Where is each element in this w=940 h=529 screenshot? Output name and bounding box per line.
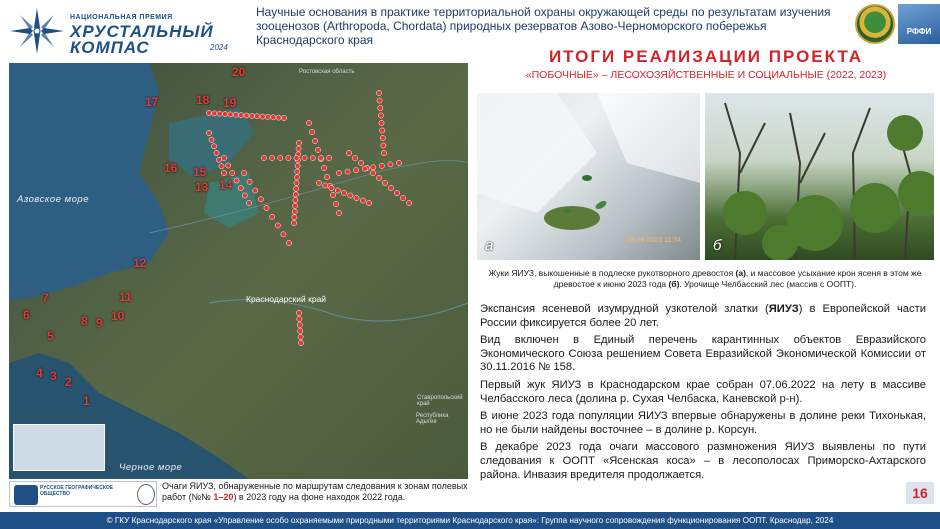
- outbreak-point: [247, 179, 252, 184]
- outbreak-point: [377, 98, 382, 103]
- prize-name-line2: КОМПАС: [70, 38, 150, 57]
- outbreak-point: [233, 112, 238, 117]
- outbreak-point: [315, 147, 320, 152]
- partner-logos: [9, 481, 157, 507]
- paragraph-december-2023: В декабре 2023 года очаги массового размножения ЯИУЗ выявлены по пути следования к ООПТ «Ясенская коса» – в лесополосах Приморско-Ахтарского района. Инвазия вредителя продолжается.: [480, 441, 926, 481]
- outbreak-point: [217, 111, 222, 116]
- outbreak-point: [354, 168, 359, 173]
- outbreak-point: [360, 198, 365, 203]
- outbreak-point: [336, 170, 341, 175]
- photo-caption-part1: Жуки ЯИУЗ, выкошенные в подлеске рукотворного древостоя: [488, 268, 736, 278]
- region-label-rostov: Ростовская область: [299, 69, 355, 75]
- outbreak-point: [297, 316, 302, 321]
- route-number-14: 14: [219, 178, 233, 192]
- route-number-7: 7: [42, 291, 49, 305]
- outbreak-point: [302, 155, 307, 160]
- body-text: [480, 303, 926, 486]
- p1-a: Экспансия ясеневой изумрудной узкотелой златки (: [480, 303, 769, 315]
- outbreak-point: [281, 232, 286, 237]
- paragraph-expansion: [480, 303, 926, 330]
- route-number-10: 10: [111, 309, 125, 323]
- outbreak-point: [294, 175, 299, 180]
- outbreak-point: [265, 114, 270, 119]
- satellite-map: [9, 63, 468, 479]
- outbreak-point: [335, 188, 340, 193]
- outbreak-point: [242, 193, 247, 198]
- outbreak-point: [261, 155, 266, 160]
- p1-c: ) в Европейской части России фиксируется более 20 лет.: [480, 303, 926, 329]
- outbreak-point: [388, 162, 393, 167]
- outbreak-point: [276, 115, 281, 120]
- outbreak-point: [376, 175, 381, 180]
- outbreak-point: [275, 223, 280, 228]
- outbreak-point: [362, 166, 367, 171]
- outbreak-point: [295, 163, 300, 168]
- map-caption: [162, 481, 474, 503]
- organization-emblem-icon: [855, 4, 895, 44]
- outbreak-point: [336, 210, 341, 215]
- outbreak-point: [294, 186, 299, 191]
- outbreak-point: [306, 120, 311, 125]
- outbreak-point: [223, 112, 228, 117]
- photo-timestamp: 28.06.2023 11:34: [627, 237, 681, 244]
- outbreak-point: [219, 164, 224, 169]
- outbreak-point: [388, 185, 393, 190]
- route-number-17: 17: [145, 95, 159, 109]
- outbreak-point: [296, 146, 301, 151]
- outbreak-point: [380, 135, 385, 140]
- paragraph-june-2023: В июне 2023 года популяции ЯИУЗ впервые обнаружены в долине реки Тихонькая, но не были найдены восточнее – в долине р. Корсун.: [480, 410, 926, 436]
- photo-caption: [480, 268, 930, 290]
- rgo-label: РУССКОЕ ГЕОГРАФИЧЕСКОЕ ОБЩЕСТВО: [40, 485, 114, 497]
- photo-beetles: [477, 93, 700, 260]
- photo-ash-trees-art: [705, 93, 934, 260]
- outbreak-point: [253, 188, 258, 193]
- photo-caption-b: (б): [668, 279, 680, 289]
- outbreak-point: [318, 155, 323, 160]
- outbreak-point: [382, 180, 387, 185]
- compass-rose-icon: [8, 6, 66, 56]
- prize-name-line1: ХРУСТАЛЬНЫЙ: [70, 22, 214, 41]
- outbreak-point: [230, 170, 235, 175]
- outbreak-point: [294, 180, 299, 185]
- outbreak-point: [346, 150, 351, 155]
- outbreak-point: [324, 174, 329, 179]
- outbreak-point: [286, 240, 291, 245]
- outbreak-point: [298, 334, 303, 339]
- outbreak-point: [264, 205, 269, 210]
- rgo-emblem-icon: [14, 485, 38, 505]
- outbreak-point: [378, 105, 383, 110]
- overview-inset-map: [13, 424, 105, 471]
- outbreak-point: [241, 170, 246, 175]
- outbreak-point: [378, 113, 383, 118]
- route-number-13: 13: [195, 180, 209, 194]
- outbreak-point: [366, 200, 371, 205]
- outbreak-point: [326, 155, 331, 160]
- outbreak-point: [379, 163, 384, 168]
- outbreak-point: [312, 138, 317, 143]
- route-number-18: 18: [196, 93, 210, 107]
- photo-caption-part3: . Урочище Челбасский лес (массив с ООПТ).: [679, 279, 857, 289]
- route-number-11: 11: [119, 290, 132, 304]
- outbreak-point: [293, 198, 298, 203]
- outbreak-point: [255, 114, 260, 119]
- outbreak-point: [380, 128, 385, 133]
- outbreak-point: [296, 140, 301, 145]
- outbreak-point: [400, 195, 405, 200]
- footer: © ГКУ Краснодарского края «Управление особо охраняемыми природными территориями Краснодарского края»: Группа научного сопровождения функционирования ООПТ. Краснодар, 2024: [0, 512, 940, 529]
- outbreak-point: [296, 310, 301, 315]
- outbreak-point: [345, 169, 350, 174]
- photo-caption-a: (а): [735, 268, 746, 278]
- outbreak-point: [354, 195, 359, 200]
- outbreak-point: [292, 215, 297, 220]
- outbreak-point: [211, 144, 216, 149]
- outbreak-point: [316, 180, 321, 185]
- paragraph-first-find: Первый жук ЯИУЗ в Краснодарском крае собран 07.06.2022 на лету в массиве Челбасского леса (долина р. Сухая Челбаска, Каневской р-н).: [480, 378, 926, 405]
- outbreak-point: [234, 178, 239, 183]
- outbreak-point: [293, 192, 298, 197]
- outbreak-point: [270, 155, 275, 160]
- project-subtitle: «ПОБОЧНЫЕ» – ЛЕСОХОЗЯЙСТВЕННЫЕ И СОЦИАЛЬНЫЕ (2022, 2023): [525, 69, 887, 81]
- outbreak-point: [206, 130, 211, 135]
- outbreak-point: [329, 185, 334, 190]
- outbreak-point: [371, 165, 376, 170]
- route-number-9: 9: [96, 316, 103, 330]
- region-label-adygea: Республика Адыгея: [416, 413, 449, 425]
- outbreak-point: [228, 112, 233, 117]
- outbreak-point: [293, 203, 298, 208]
- route-number-1: 1: [83, 394, 90, 408]
- prize-name: [70, 24, 214, 56]
- prize-year: 2024: [210, 43, 228, 52]
- photo-label-a: а: [485, 237, 494, 254]
- outbreak-point: [321, 165, 326, 170]
- outbreak-point: [239, 113, 244, 118]
- p1-abbrev: ЯИУЗ: [768, 303, 799, 315]
- outbreak-point: [309, 129, 314, 134]
- photo-beetles-art: [477, 93, 700, 260]
- page-number: 16: [906, 482, 934, 504]
- outbreak-point: [333, 201, 338, 206]
- outbreak-points: [9, 63, 468, 479]
- outbreak-point: [396, 160, 401, 165]
- outbreak-point: [352, 155, 357, 160]
- prize-label: НАЦИОНАЛЬНАЯ ПРЕМИЯ: [70, 14, 173, 21]
- region-label: Краснодарский край: [246, 294, 327, 304]
- rffi-logo: РФФИ: [898, 4, 940, 44]
- khrustalny-kompas-logo: [6, 4, 242, 58]
- route-number-15: 15: [193, 165, 207, 179]
- outbreak-point: [297, 322, 302, 327]
- outbreak-point: [406, 200, 411, 205]
- outbreak-point: [298, 328, 303, 333]
- route-number-2: 2: [65, 375, 72, 389]
- photo-ash-trees: [705, 93, 934, 260]
- outbreak-point: [323, 183, 328, 188]
- outbreak-point: [292, 209, 297, 214]
- outbreak-point: [209, 137, 214, 142]
- outbreak-point: [278, 155, 283, 160]
- map-caption-suffix: ) в 2023 году на фоне находок 2022 года.: [233, 492, 406, 502]
- outbreak-point: [310, 155, 315, 160]
- route-number-3: 3: [50, 369, 57, 383]
- outbreak-point: [394, 190, 399, 195]
- route-number-6: 6: [23, 308, 30, 322]
- beetle-emblem-icon: [137, 484, 155, 505]
- route-number-20: 20: [232, 65, 246, 79]
- outbreak-point: [286, 155, 291, 160]
- outbreak-point: [348, 193, 353, 198]
- outbreak-point: [341, 190, 346, 195]
- outbreak-point: [216, 157, 221, 162]
- photo-caption-part2: , и массовое усыхание крон ясеня в этом же древостое к июню 2023 года: [553, 268, 922, 289]
- route-number-4: 4: [36, 366, 43, 380]
- paragraph-quarantine: Вид включен в Единый перечень карантинных объектов Евразийского Экономического Союза решением Совета Евразийской Экономической Комиссии от 30.11.2016 № 158.: [480, 334, 926, 374]
- outbreak-point: [214, 150, 219, 155]
- outbreak-point: [281, 115, 286, 120]
- map-caption-highlight: 1–20: [213, 492, 234, 502]
- outbreak-point: [226, 163, 231, 168]
- outbreak-point: [330, 192, 335, 197]
- route-number-19: 19: [223, 96, 237, 110]
- map-caption-prefix: Очаги ЯИУЗ, обнаруженные по маршрутам следования к зонам полевых работ (№№: [162, 481, 468, 502]
- route-number-8: 8: [81, 314, 88, 328]
- outbreak-point: [258, 197, 263, 202]
- route-number-5: 5: [47, 329, 54, 343]
- outbreak-point: [291, 220, 296, 225]
- photo-label-b: б: [713, 237, 722, 254]
- outbreak-point: [271, 115, 276, 120]
- outbreak-point: [260, 114, 265, 119]
- outbreak-point: [358, 160, 363, 165]
- outbreak-point: [379, 120, 384, 125]
- outbreak-point: [376, 90, 381, 95]
- outbreak-point: [381, 150, 386, 155]
- page-title: Научные основания в практике территориальной охраны окружающей среды по результатам изучения зооценозов (Arthropoda, Chordata) природных резерватов Азово-Черноморского побережья Краснодарского края: [256, 5, 831, 47]
- outbreak-point: [212, 111, 217, 116]
- outbreak-point: [295, 169, 300, 174]
- sea-label-black: Черное море: [119, 462, 183, 473]
- region-label-stavropol: Ставропольский край: [417, 395, 463, 407]
- outbreak-point: [249, 113, 254, 118]
- project-title: ИТОГИ РЕАЛИЗАЦИИ ПРОЕКТА: [548, 47, 864, 66]
- outbreak-point: [221, 155, 226, 160]
- outbreak-point: [246, 200, 251, 205]
- outbreak-point: [294, 155, 299, 160]
- outbreak-point: [244, 113, 249, 118]
- outbreak-point: [298, 340, 303, 345]
- route-number-16: 16: [164, 161, 178, 175]
- outbreak-point: [270, 214, 275, 219]
- sea-label-azov: Азовское море: [17, 194, 89, 205]
- outbreak-point: [370, 170, 375, 175]
- route-number-12: 12: [133, 256, 147, 270]
- outbreak-point: [238, 185, 243, 190]
- outbreak-point: [206, 110, 211, 115]
- outbreak-point: [221, 170, 226, 175]
- outbreak-point: [381, 143, 386, 148]
